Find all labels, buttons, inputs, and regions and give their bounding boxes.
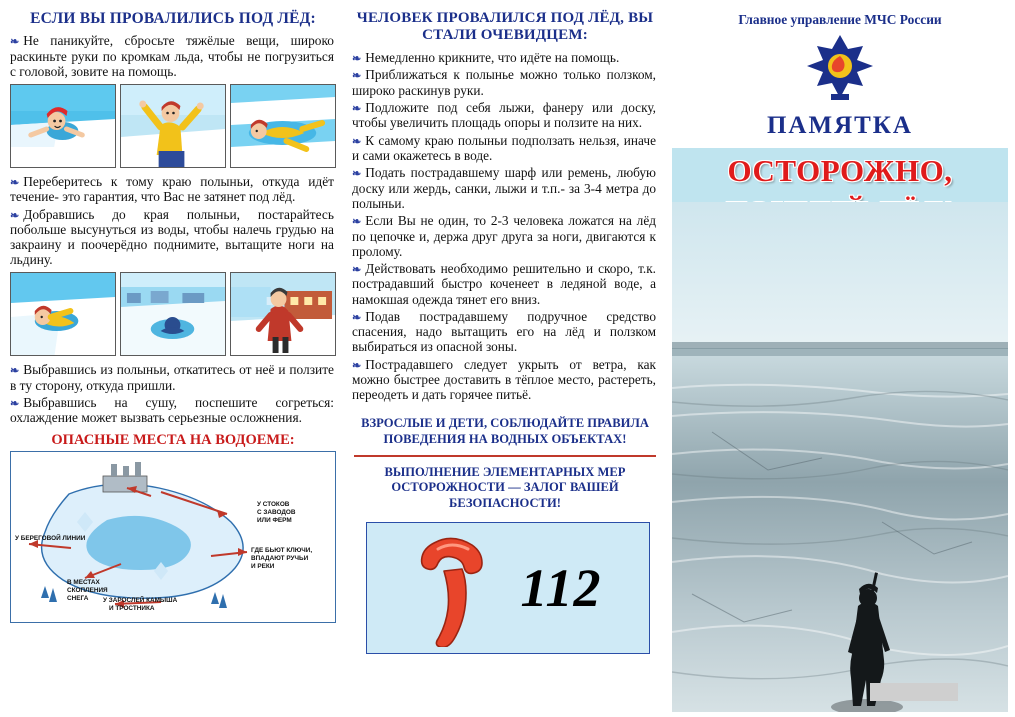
bullet-icon: ❧ — [352, 216, 362, 229]
svg-text:СНЕГА: СНЕГА — [67, 594, 89, 602]
illustration-spread-arms — [230, 84, 336, 168]
bullet-icon: ❧ — [352, 102, 362, 115]
emergency-number: 112 — [520, 557, 602, 618]
paragraph-text: Приближаться к полынье можно только ползком, широко раскинув руки. — [352, 67, 656, 98]
paragraph-text: Выбравшись на сушу, поспешите согреться: охлаждение может вызвать серьезные осложнения. — [10, 395, 334, 426]
svg-text:ВПАДАЮТ РУЧЬИ: ВПАДАЮТ РУЧЬИ — [251, 554, 309, 562]
bullet-icon: ❧ — [10, 209, 20, 222]
paragraph — [350, 165, 660, 211]
paragraph-text: Пострадавшего следует укрыть от ветра, как можно быстрее доставить в тёплое место, растереть, переодеть и дать горячее питьё. — [352, 356, 656, 403]
paragraph — [8, 207, 338, 268]
paragraph-text: Добравшись до края полыньи, постарайтесь побольше высунуться из воды, чтобы налечь грудью на закраину и поочерёдно поднимите, вытащите ноги на льдину. — [10, 206, 334, 268]
page-title: ПАМЯТКА — [672, 108, 1008, 148]
bullet-icon: ❧ — [352, 168, 362, 181]
illustration-panic — [10, 84, 116, 168]
svg-text:ГДЕ БЬЮТ КЛЮЧИ,: ГДЕ БЬЮТ КЛЮЧИ, — [251, 546, 313, 554]
paragraph — [8, 174, 338, 205]
column-middle — [350, 6, 660, 712]
paragraph — [350, 309, 660, 355]
paragraph-text: Переберитесь к тому краю полыньи, откуда идёт течение- это гарантия, что Вас не затянет под лёд. — [10, 174, 334, 205]
emblem-container — [672, 30, 1008, 108]
danger-places-title: ОПАСНЫЕ МЕСТА НА ВОДОЕМЕ: — [51, 431, 295, 448]
column-right — [672, 6, 1008, 712]
ice-photo — [672, 202, 1008, 712]
paragraph — [8, 33, 338, 79]
svg-text:С ЗАВОДОВ: С ЗАВОДОВ — [257, 508, 296, 516]
paragraph-text: Действовать необходимо решительно и скоро, т.к. пострадавший быстро коченеет в ледяной воде, а намокшая одежда тянет его вниз. — [352, 260, 656, 307]
paragraph — [350, 133, 660, 164]
bullet-icon: ❧ — [352, 52, 362, 65]
paragraph — [350, 213, 660, 259]
warning-line-1: ОСТОРОЖНО, — [727, 153, 953, 188]
bullet-icon: ❧ — [352, 263, 362, 276]
safety-note: ВЫПОЛНЕНИЕ ЭЛЕМЕНТАРНЫХ МЕР ОСТОРОЖНОСТИ — ЗАЛОГ ВАШЕЙ БЕЗОПАСНОСТИ! — [384, 464, 626, 511]
bullet-icon: ❧ — [10, 398, 20, 411]
emergency-call-box — [366, 522, 650, 654]
paragraph — [350, 100, 660, 131]
svg-text:И РЕКИ: И РЕКИ — [251, 562, 275, 570]
paragraph — [350, 67, 660, 98]
paragraph — [350, 50, 660, 66]
paragraph-text: Не паникуйте, сбросьте тяжёлые вещи, широко раскиньте руки по кромкам льда, чтобы не погрузиться с головой, зовите на помощь. — [10, 33, 334, 79]
adults-children-note: ВЗРОСЛЫЕ И ДЕТИ, СОБЛЮДАЙТЕ ПРАВИЛА ПОВЕДЕНИЯ НА ВОДНЫХ ОБЪЕКТАХ! — [361, 416, 649, 446]
illustration-row-1 — [10, 84, 336, 168]
paragraph-text: Подав пострадавшему подручное средство спасения, надо вытащить его на лёд и ползком выбираться из опасной зоны. — [352, 308, 656, 355]
paragraph-text: Немедленно крикните, что идёте на помощь. — [365, 49, 620, 65]
paragraph-text: Выбравшись из полыньи, откатитесь от неё и ползите в ту сторону, откуда пришли. — [10, 362, 334, 393]
illustration-row-2 — [10, 272, 336, 356]
column-left — [8, 6, 338, 712]
mchs-emblem-icon — [801, 32, 879, 106]
svg-text:И ТРОСТНИКА: И ТРОСТНИКА — [109, 604, 155, 612]
illustration-roll-away — [120, 272, 226, 356]
red-divider — [354, 455, 656, 457]
paragraph-text: Подложите под себя лыжи, фанеру или доску, чтобы увеличить площадь опоры и ползите на них. — [352, 99, 656, 131]
illustration-climb-out — [10, 272, 116, 356]
illustration-call-for-help — [120, 84, 226, 168]
censor-bar — [870, 683, 958, 701]
paragraph-text: Если Вы не один, то 2-3 человека ложатся на лёд по цепочке и, держа друг друга за ноги, двигаются к пролому. — [352, 213, 656, 259]
organization-title: Главное управление МЧС России — [672, 6, 1008, 30]
bullet-icon: ❧ — [352, 70, 362, 83]
svg-text:У СТОКОВ: У СТОКОВ — [257, 500, 290, 508]
bullet-icon: ❧ — [352, 135, 362, 148]
paragraph — [8, 362, 338, 393]
danger-map — [10, 451, 336, 623]
bullet-icon: ❧ — [352, 311, 362, 324]
bullet-icon: ❧ — [352, 359, 362, 372]
red-telephone-handset-icon — [414, 529, 510, 647]
svg-text:СКОПЛЕНИЯ: СКОПЛЕНИЯ — [67, 586, 108, 594]
paragraph — [8, 395, 338, 426]
column2-heading: ЧЕЛОВЕК ПРОВАЛИЛСЯ ПОД ЛЁД, ВЫ СТАЛИ ОЧЕВИДЦЕМ: — [356, 10, 654, 43]
paragraph-text: К самому краю полыньи подползать нельзя, иначе и сами окажетесь в воде. — [352, 132, 656, 164]
bullet-icon: ❧ — [10, 365, 20, 378]
illustration-warm-up — [230, 272, 336, 356]
bullet-icon: ❧ — [10, 36, 20, 49]
column1-heading: ЕСЛИ ВЫ ПРОВАЛИЛИСЬ ПОД ЛЁД: — [30, 10, 316, 27]
svg-text:У ЗАРОСЛЕЙ КАМЫША: У ЗАРОСЛЕЙ КАМЫША — [103, 596, 178, 604]
svg-text:У БЕРЕГОВОЙ ЛИНИИ: У БЕРЕГОВОЙ ЛИНИИ — [15, 534, 86, 542]
paragraph — [350, 357, 660, 403]
svg-text:В МЕСТАХ: В МЕСТАХ — [67, 578, 100, 586]
paragraph — [350, 261, 660, 307]
svg-text:ИЛИ ФЕРМ: ИЛИ ФЕРМ — [257, 516, 292, 524]
bullet-icon: ❧ — [10, 177, 20, 190]
paragraph-text: Подать пострадавшему шарф или ремень, любую доску или жердь, санки, лыжи и т.п.- за 3-4 метра до полыньи. — [352, 165, 656, 211]
